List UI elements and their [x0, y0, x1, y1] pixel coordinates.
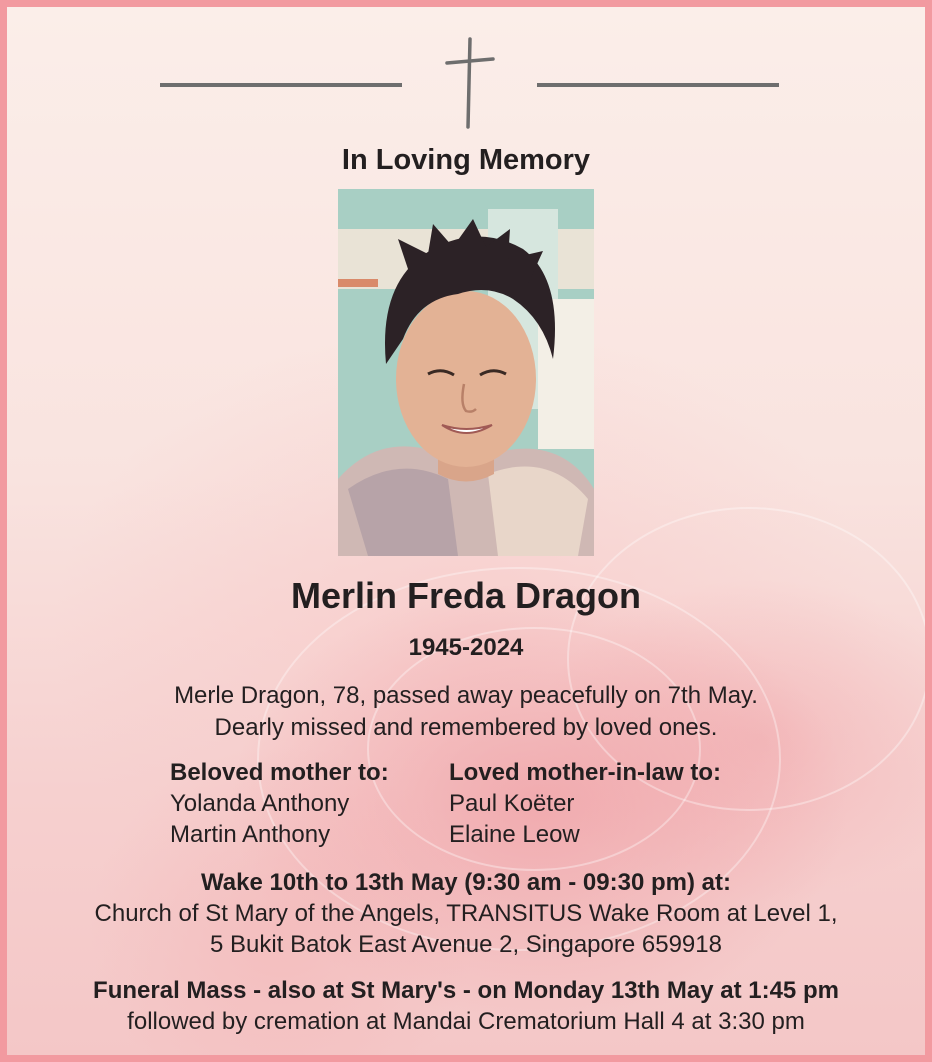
- life-years: 1945-2024: [408, 634, 524, 661]
- page-title: In Loving Memory: [341, 144, 591, 176]
- children-list: [170, 757, 389, 850]
- deceased-name: Merlin Freda Dragon: [290, 575, 642, 616]
- divider-left: [160, 83, 402, 87]
- portrait-illustration: [338, 189, 594, 556]
- portrait-photo: [338, 189, 594, 556]
- funeral-heading: Funeral Mass - also at St Mary's - on Monday 13th May at 1:45 pm: [93, 977, 839, 1004]
- in-law-name: Paul Koëter: [449, 790, 575, 817]
- divider-right: [537, 83, 779, 87]
- in-laws-heading: Loved mother-in-law to:: [449, 759, 721, 786]
- in-laws-list: [449, 757, 721, 850]
- cross-icon: [439, 35, 499, 131]
- notice-line: Dearly missed and remembered by loved ones.: [214, 714, 718, 741]
- child-name: Martin Anthony: [170, 821, 331, 848]
- wake-details: [7, 867, 925, 960]
- children-heading: Beloved mother to:: [170, 759, 389, 786]
- wake-heading: Wake 10th to 13th May (9:30 am - 09:30 pm) at:: [201, 869, 731, 896]
- wake-venue: Church of St Mary of the Angels, TRANSITUS Wake Room at Level 1,: [94, 900, 838, 927]
- in-law-name: Elaine Leow: [449, 821, 580, 848]
- death-notice: [7, 680, 925, 744]
- funeral-details: [7, 975, 925, 1037]
- cremation-details: followed by cremation at Mandai Crematorium Hall 4 at 3:30 pm: [127, 1008, 805, 1035]
- notice-line: Merle Dragon, 78, passed away peacefully on 7th May.: [174, 682, 758, 709]
- child-name: Yolanda Anthony: [170, 790, 350, 817]
- wake-address: 5 Bukit Batok East Avenue 2, Singapore 659918: [210, 931, 722, 958]
